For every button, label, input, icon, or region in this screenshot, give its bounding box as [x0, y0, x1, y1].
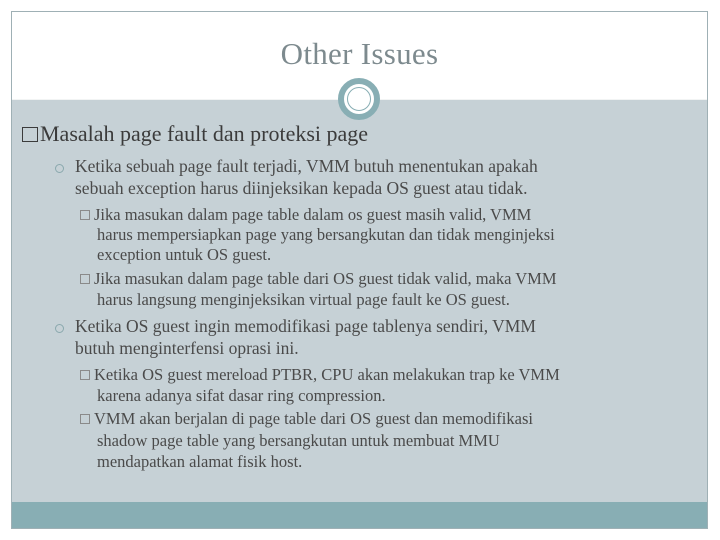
- circle-bullet-icon: [55, 164, 64, 173]
- square-sub-bullet-icon: [80, 210, 90, 220]
- point1-line1: Ketika sebuah page fault terjadi, VMM butuh menentukan apakah: [75, 156, 538, 176]
- circle-bullet-icon: [55, 324, 64, 333]
- heading-text: Masalah page fault dan proteksi page: [40, 121, 369, 146]
- slide-title: Other Issues: [280, 36, 439, 71]
- square-bullet-icon: [22, 127, 38, 142]
- point1-sub1-line1-text: Jika masukan dalam page table dalam os guest masih valid, VMM: [94, 205, 532, 224]
- square-sub-bullet-icon: [80, 370, 90, 380]
- point1-sub2-line1-text: Jika masukan dalam page table dari OS guest tidak valid, maka VMM: [94, 269, 557, 288]
- point2-sub1-line1-text: Ketika OS guest mereload PTBR, CPU akan melakukan trap ke VMM: [94, 365, 560, 384]
- point1-sub1-line2: harus mempersiapkan page yang bersangkutan dan tidak menginjeksi: [97, 225, 555, 244]
- point2-sub2-line1: [80, 409, 533, 429]
- footer-bar: [12, 502, 707, 528]
- point2-sub2-line3: mendapatkan alamat fisik host.: [97, 452, 303, 471]
- point2-line2: butuh menginterfensi oprasi ini.: [75, 338, 299, 358]
- point2-sub2-line2: shadow page table yang bersangkutan untuk membuat MMU: [97, 431, 500, 450]
- heading-item: [22, 121, 368, 147]
- point1-sub1-line3: exception untuk OS guest.: [97, 245, 272, 264]
- point1-sub2-line2: harus langsung menginjeksikan virtual page fault ke OS guest.: [97, 290, 510, 309]
- point1-line2: sebuah exception harus diinjeksikan kepada OS guest atau tidak.: [75, 178, 528, 198]
- ring-inner: [347, 87, 371, 111]
- point2-sub1-line2: karena adanya sifat dasar ring compression.: [97, 386, 386, 405]
- point2-line1: Ketika OS guest ingin memodifikasi page tablenya sendiri, VMM: [75, 316, 536, 336]
- square-sub-bullet-icon: [80, 414, 90, 424]
- point1-sub2-line1: [80, 269, 557, 289]
- point1-sub1-line1: [80, 205, 531, 225]
- square-sub-bullet-icon: [80, 274, 90, 284]
- point2-sub1-line1: [80, 365, 560, 385]
- ring-ornament-icon: [338, 78, 380, 120]
- point2-sub2-line1-text: VMM akan berjalan di page table dari OS guest dan memodifikasi: [94, 409, 533, 428]
